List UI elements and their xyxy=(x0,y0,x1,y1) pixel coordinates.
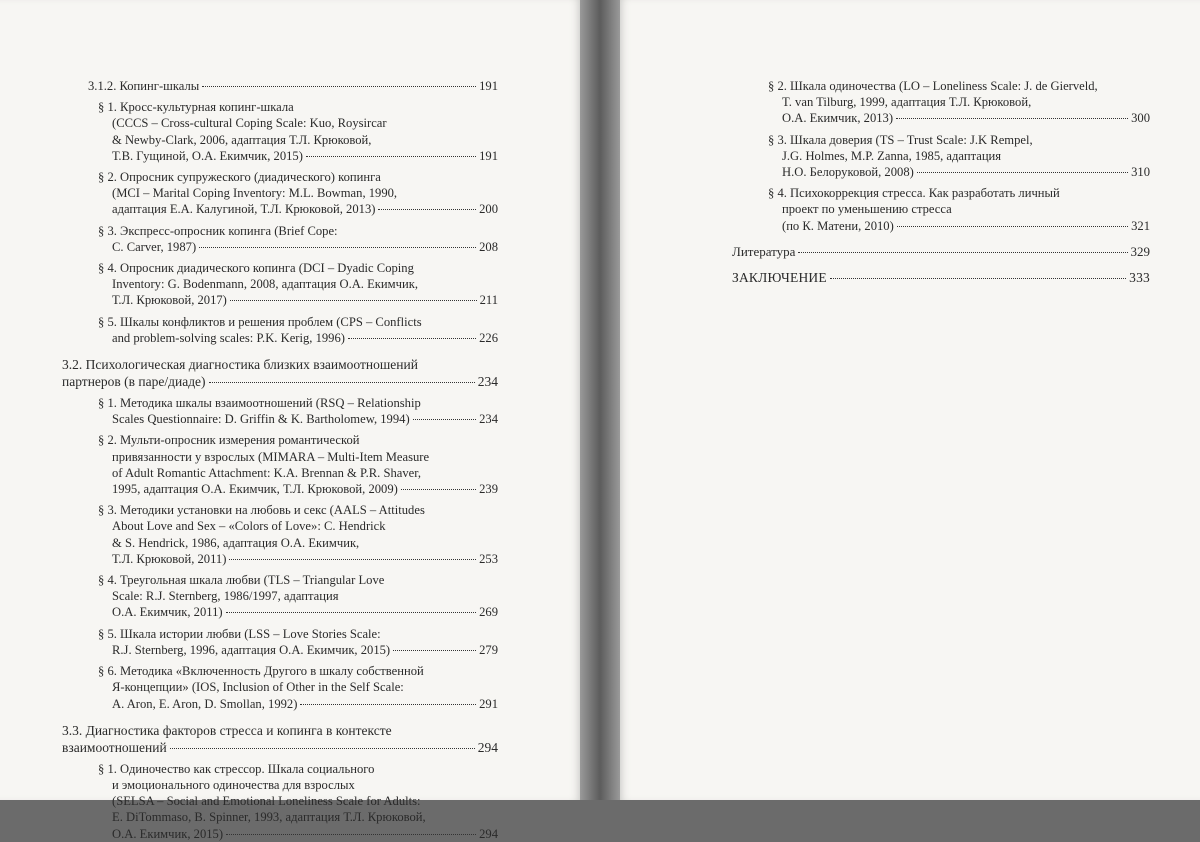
toc-entry-line: О.А. Екимчик, 2015) xyxy=(112,826,224,841)
dot-leader xyxy=(300,704,476,705)
toc-entry-line: ЗАКЛЮЧЕНИЕ xyxy=(732,270,827,286)
toc-entry xyxy=(732,132,1150,181)
dot-leader xyxy=(348,338,476,339)
dot-leader xyxy=(378,209,476,210)
toc-entry-line: of Adult Romantic Attachment: K.A. Brennan & P.R. Shaver, xyxy=(112,465,422,480)
toc-entry-last-line xyxy=(88,78,498,94)
toc-entry xyxy=(732,185,1150,234)
toc-entry-last-line xyxy=(98,826,498,842)
dot-leader xyxy=(226,834,476,835)
toc-entry-line: (по К. Матени, 2010) xyxy=(782,218,894,233)
toc-entry-line: § 1. Методика шкалы взаимоотношений (RSQ – Relationship xyxy=(98,396,421,411)
toc-entry-last-line xyxy=(98,411,498,427)
toc-entry-line: Т.В. Гущиной, О.А. Екимчик, 2015) xyxy=(112,148,303,163)
dot-leader xyxy=(393,650,476,651)
toc-entry-line: Inventory: G. Bodenmann, 2008, адаптация О.А. Екимчик, xyxy=(112,277,418,292)
toc-entry-last-line xyxy=(732,270,1150,286)
toc-entry xyxy=(62,722,498,756)
toc-page-number: 200 xyxy=(479,202,498,217)
toc-entry-line: J.G. Holmes, M.P. Zanna, 1985, адаптация xyxy=(782,148,1002,163)
toc-entry-line: Scales Questionnaire: D. Griffin & K. Bartholomew, 1994) xyxy=(112,412,410,427)
toc-entry-line: привязанности у взрослых (MIMARA – Multi-Item Measure xyxy=(112,449,430,464)
toc-entry xyxy=(732,78,1150,127)
toc-entry xyxy=(62,572,498,621)
toc-entry-last-line xyxy=(768,164,1150,180)
toc-entry-last-line xyxy=(768,110,1150,126)
toc-entry-line: (MCI – Marital Coping Inventory: M.L. Bowman, 1990, xyxy=(112,186,398,201)
toc-entry-last-line xyxy=(732,244,1150,260)
dot-leader xyxy=(170,748,475,749)
toc-page-number: 234 xyxy=(479,412,498,427)
toc-entry xyxy=(62,761,498,842)
dot-leader xyxy=(896,118,1128,119)
toc-entry-line: § 5. Шкалы конфликтов и решения проблем (CPS – Conflicts xyxy=(98,314,422,329)
toc-entry-line: Scale: R.J. Sternberg, 1986/1997, адаптация xyxy=(112,589,339,604)
toc-entry-line: R.J. Sternberg, 1996, адаптация О.А. Екимчик, 2015) xyxy=(112,642,391,657)
toc-entry-last-line xyxy=(98,551,498,567)
toc-entry-line: (CCCS – Cross-cultural Coping Scale: Kuo, Roysircar xyxy=(112,116,387,131)
toc-entry xyxy=(732,244,1150,260)
toc-page-number: 191 xyxy=(479,79,498,93)
toc-page-number: 300 xyxy=(1131,111,1150,126)
toc-page-number: 321 xyxy=(1131,218,1150,233)
toc-entry-line: и эмоционального одиночества для взрослых xyxy=(112,777,355,792)
toc-entry-line: партнеров (в паре/диаде) xyxy=(62,374,206,390)
toc-entry-line: О.А. Екимчик, 2011) xyxy=(112,605,223,620)
toc-page-number: 279 xyxy=(479,642,498,657)
toc-entry-last-line xyxy=(98,148,498,164)
toc-entry-last-line xyxy=(98,604,498,620)
toc-entry xyxy=(62,260,498,309)
toc-entry-line: § 3. Экспресс-опросник копинга (Brief Cope: xyxy=(98,223,338,238)
dot-leader xyxy=(306,156,476,157)
dot-leader xyxy=(230,300,477,301)
toc-entry-line: About Love and Sex – «Colors of Love»: C. Hendrick xyxy=(112,519,386,534)
toc-entry-line: & S. Hendrick, 1986, адаптация О.А. Екимчик, xyxy=(112,535,360,550)
toc-entry-line: Литература xyxy=(732,243,796,259)
toc-page-number: 239 xyxy=(479,482,498,497)
dot-leader xyxy=(199,247,476,248)
toc-entry-line: § 2. Шкала одиночества (LO – Loneliness Scale: J. de Gierveld, xyxy=(768,79,1098,93)
toc-entry-last-line xyxy=(98,201,498,217)
dot-leader xyxy=(897,226,1128,227)
toc-entry xyxy=(62,502,498,567)
toc-entry-last-line xyxy=(98,239,498,255)
toc-entry-line: § 4. Психокоррекция стресса. Как разработать личный xyxy=(768,186,1060,201)
dot-leader xyxy=(830,278,1126,279)
toc-entry-line: § 4. Треугольная шкала любви (TLS – Triangular Love xyxy=(98,573,385,588)
toc-entry-line: § 1. Одиночество как стрессор. Шкала социального xyxy=(98,761,375,776)
toc-entry-line: T. van Tilburg, 1999, адаптация Т.Л. Крюковой, xyxy=(782,95,1032,110)
toc-entry-line: § 4. Опросник диадического копинга (DCI – Dyadic Coping xyxy=(98,261,414,276)
dot-leader xyxy=(798,252,1127,253)
toc-entry-line: взаимоотношений xyxy=(62,739,167,755)
dot-leader xyxy=(401,489,476,490)
right-page xyxy=(620,0,1200,800)
toc-entry xyxy=(732,270,1150,286)
toc-page-number: 269 xyxy=(479,605,498,620)
toc-entry-line: адаптация Е.А. Калугиной, Т.Л. Крюковой, 2013) xyxy=(112,202,376,217)
toc-entry xyxy=(62,356,498,390)
toc-entry-line: Я-концепции» (IOS, Inclusion of Other in the Self Scale: xyxy=(112,680,404,695)
toc-page-number: 329 xyxy=(1130,243,1150,259)
toc-entry xyxy=(62,314,498,346)
toc-entry-line: Н.О. Белоруковой, 2008) xyxy=(782,165,914,180)
toc-entry-last-line xyxy=(98,642,498,658)
toc-entry-line: § 2. Мульти-опросник измерения романтической xyxy=(98,433,360,448)
toc-entry-line: § 3. Методики установки на любовь и секс (AALS – Attitudes xyxy=(98,503,425,518)
table-of-contents-right xyxy=(732,78,1150,286)
toc-entry-line: Т.Л. Крюковой, 2011) xyxy=(112,551,227,566)
toc-entry xyxy=(62,223,498,255)
toc-entry-last-line xyxy=(62,373,498,390)
toc-entry-line: E. DiTommaso, B. Spinner, 1993, адаптация Т.Л. Крюковой, xyxy=(112,810,426,825)
dot-leader xyxy=(413,419,476,420)
book-gutter xyxy=(580,0,620,800)
toc-entry-line: 3.1.2. Копинг-шкалы xyxy=(88,79,200,93)
toc-entry xyxy=(62,78,498,94)
toc-entry-line: A. Aron, E. Aron, D. Smollan, 1992) xyxy=(112,696,298,711)
toc-page-number: 191 xyxy=(479,148,498,163)
toc-page-number: 226 xyxy=(479,330,498,345)
toc-entry xyxy=(62,626,498,658)
toc-entry-line: О.А. Екимчик, 2013) xyxy=(782,111,894,126)
dot-leader xyxy=(917,172,1128,173)
toc-entry-last-line xyxy=(768,218,1150,234)
toc-page-number: 333 xyxy=(1129,270,1150,286)
dot-leader xyxy=(209,382,475,383)
toc-entry-line: § 1. Кросс-культурная копинг-шкала xyxy=(98,100,294,115)
toc-entry-line: (SELSA – Social and Emotional Loneliness Scale for Adults: xyxy=(112,794,421,809)
toc-page-number: 208 xyxy=(479,239,498,254)
toc-entry-last-line xyxy=(98,481,498,497)
toc-page-number: 294 xyxy=(477,739,498,755)
toc-entry-line: 3.3. Диагностика факторов стресса и копинга в контексте xyxy=(62,722,392,738)
toc-page-number: 310 xyxy=(1131,165,1150,180)
toc-entry-line: C. Carver, 1987) xyxy=(112,239,197,254)
toc-entry-line: § 2. Опросник супружеского (диадического) копинга xyxy=(98,170,381,185)
toc-entry-line: Т.Л. Крюковой, 2017) xyxy=(112,293,227,308)
left-page xyxy=(0,0,580,841)
toc-entry xyxy=(62,169,498,218)
toc-entry-last-line xyxy=(98,696,498,712)
toc-entry-line: § 6. Методика «Включенность Другого в шкалу собственной xyxy=(98,664,424,679)
toc-entry xyxy=(62,395,498,427)
toc-page-number: 211 xyxy=(479,293,498,308)
toc-page-number: 253 xyxy=(479,551,498,566)
toc-entry xyxy=(62,432,498,497)
toc-entry-line: and problem-solving scales: P.K. Kerig, 1996) xyxy=(112,330,345,345)
toc-entry-last-line xyxy=(98,330,498,346)
toc-entry-last-line xyxy=(98,292,498,308)
toc-page-number: 294 xyxy=(479,826,498,841)
toc-entry-line: 3.2. Психологическая диагностика близких взаимоотношений xyxy=(62,357,418,373)
toc-entry xyxy=(62,99,498,164)
toc-entry-line: & Newby-Clark, 2006, адаптация Т.Л. Крюковой, xyxy=(112,132,372,147)
toc-entry-line: проект по уменьшению стресса xyxy=(782,202,952,217)
table-of-contents-left xyxy=(62,78,498,842)
toc-entry-line: § 3. Шкала доверия (TS – Trust Scale: J.K Rempel, xyxy=(768,132,1033,147)
toc-entry-line: 1995, адаптация О.А. Екимчик, Т.Л. Крюковой, 2009) xyxy=(112,482,398,497)
toc-page-number: 291 xyxy=(479,696,498,711)
dot-leader xyxy=(202,86,476,87)
toc-entry-last-line xyxy=(62,739,498,756)
toc-entry-line: § 5. Шкала истории любви (LSS – Love Stories Scale: xyxy=(98,626,381,641)
toc-entry xyxy=(62,663,498,712)
dot-leader xyxy=(229,559,476,560)
toc-page-number: 234 xyxy=(477,374,498,390)
dot-leader xyxy=(226,612,477,613)
